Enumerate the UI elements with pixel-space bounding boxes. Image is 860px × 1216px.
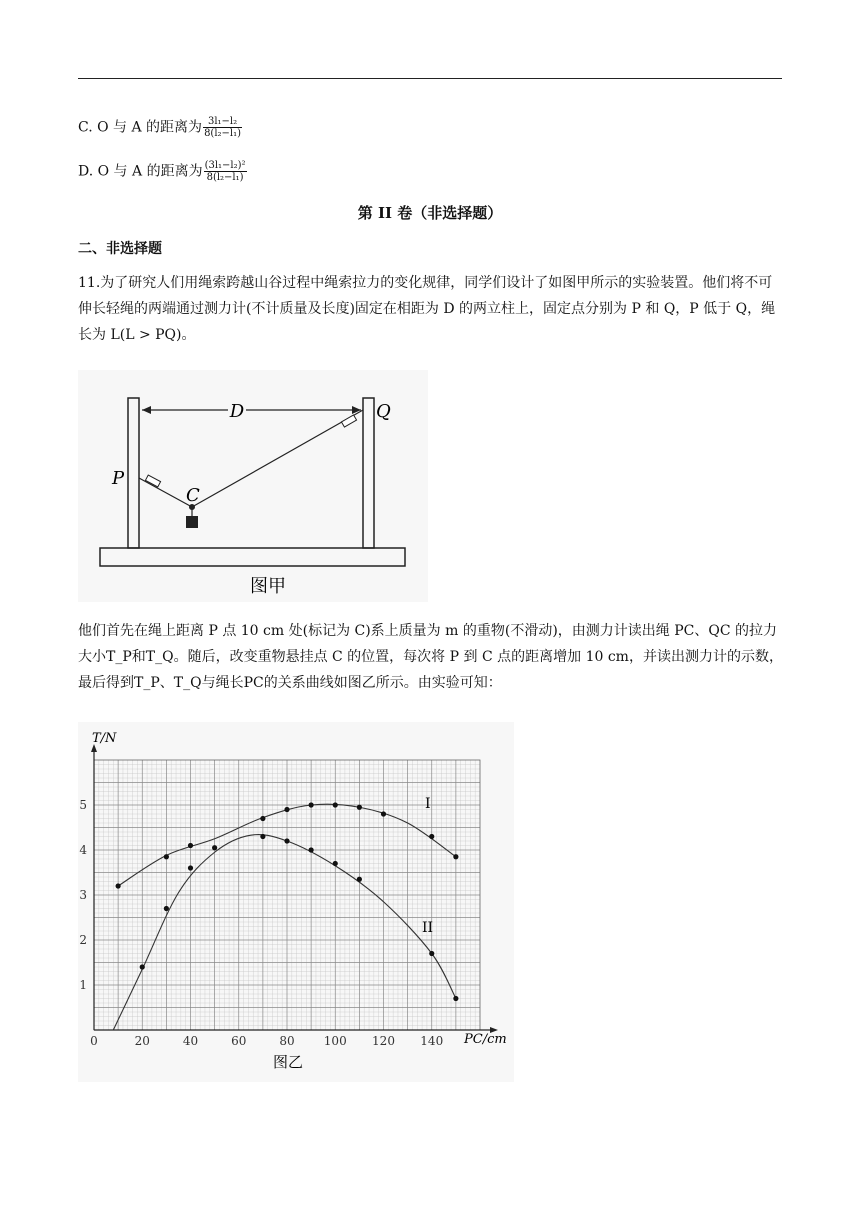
data-point-series-ii	[140, 964, 145, 969]
option-d-numerator: (3l₁−l₂)²	[204, 160, 246, 171]
x-tick-label: 100	[323, 1034, 347, 1048]
data-point-series-ii	[453, 996, 458, 1001]
data-point-series-ii	[309, 847, 314, 852]
question-number: 11.	[78, 275, 101, 291]
data-point-series-i	[357, 805, 362, 810]
x-tick-label: 80	[279, 1034, 295, 1048]
option-c-denominator: 8(l₂−l₁)	[204, 128, 242, 139]
x-tick-label: 20	[134, 1034, 150, 1048]
data-point-series-ii	[429, 951, 434, 956]
option-d-denominator: 8(l₂−l₁)	[206, 172, 244, 183]
data-point-series-i	[309, 802, 314, 807]
x-tick-label: 40	[182, 1034, 199, 1048]
option-d-fraction	[204, 160, 247, 183]
option-d	[78, 160, 247, 183]
data-point-series-ii	[333, 861, 338, 866]
weight-block	[186, 516, 198, 528]
option-c-label: C. O 与 A 的距离为	[78, 119, 203, 136]
y-tick-label: 5	[79, 798, 87, 812]
y-tick-label: 3	[79, 888, 87, 902]
data-point-series-ii	[188, 865, 193, 870]
y-tick-label: 1	[79, 978, 87, 992]
data-point-series-i	[284, 807, 289, 812]
label-p: P	[112, 468, 125, 489]
question-text-1: 为了研究人们用绳索跨越山谷过程中绳索拉力的变化规律，同学们设计了如图甲所示的实验装置。他们将不可伸长轻绳的两端通过测力计(不计质量及长度)固定在相距为 D 的两立柱上，固定点分别为 P 和 Q，P 低于 Q，绳长为 L(L > PQ)。	[78, 275, 776, 343]
data-point-series-i	[429, 834, 434, 839]
question-paragraph-1	[78, 270, 784, 348]
chart-background	[78, 722, 514, 1082]
question-text-2: 他们首先在绳上距离 P 点 10 cm 处(标记为 C)系上质量为 m 的重物(不滑动)，由测力计读出绳 PC、QC 的拉力大小T_P和T_Q。随后，改变重物悬挂点 C 的位置，每次将 P 到 C 点的距离增加 10 cm，并读出测力计的示数，最后得到T_P、T_Q与绳长PC的关系曲线如图乙所示。由实验可知：	[78, 623, 783, 691]
data-point-series-i	[212, 845, 217, 850]
label-d: D	[229, 401, 245, 422]
data-point-series-i	[188, 843, 193, 848]
option-c-numerator: 3l₁−l₂	[203, 116, 242, 128]
data-point-series-i	[381, 811, 386, 816]
data-point-series-i	[164, 854, 169, 859]
option-d-label: D. O 与 A 的距离为	[78, 163, 203, 180]
data-point-series-i	[116, 883, 121, 888]
data-point-series-ii	[164, 906, 169, 911]
curve-label-i: I	[425, 796, 431, 812]
x-tick-label: 140	[420, 1034, 444, 1048]
x-tick-label: 120	[372, 1034, 395, 1048]
label-q: Q	[376, 401, 391, 422]
figure-apparatus-caption: 图甲	[250, 576, 286, 597]
x-axis-label: PC/cm	[464, 1032, 507, 1047]
figure-chart-caption: 图乙	[272, 1053, 304, 1071]
figure-apparatus	[78, 370, 428, 602]
data-point-series-ii	[284, 838, 289, 843]
label-c: C	[186, 485, 200, 506]
option-c	[78, 116, 242, 139]
x-tick-label: 60	[231, 1034, 247, 1048]
y-tick-label: 2	[79, 933, 87, 947]
option-c-fraction	[203, 116, 242, 139]
x-tick-label: 0	[90, 1034, 98, 1048]
y-tick-label: 4	[79, 843, 87, 857]
data-point-series-ii	[260, 834, 265, 839]
data-point-series-i	[333, 802, 338, 807]
curve-label-ii: II	[422, 920, 434, 936]
y-axis-label: T/N	[92, 731, 117, 746]
data-point-series-i	[453, 854, 458, 859]
figure-tension-chart	[78, 722, 514, 1082]
section-title: 第 II 卷（非选择题）	[357, 204, 503, 222]
data-point-series-i	[260, 816, 265, 821]
header-rule	[78, 78, 782, 79]
sub-heading: 二、非选择题	[78, 241, 162, 257]
data-point-series-ii	[357, 877, 362, 882]
question-paragraph-2	[78, 618, 784, 696]
